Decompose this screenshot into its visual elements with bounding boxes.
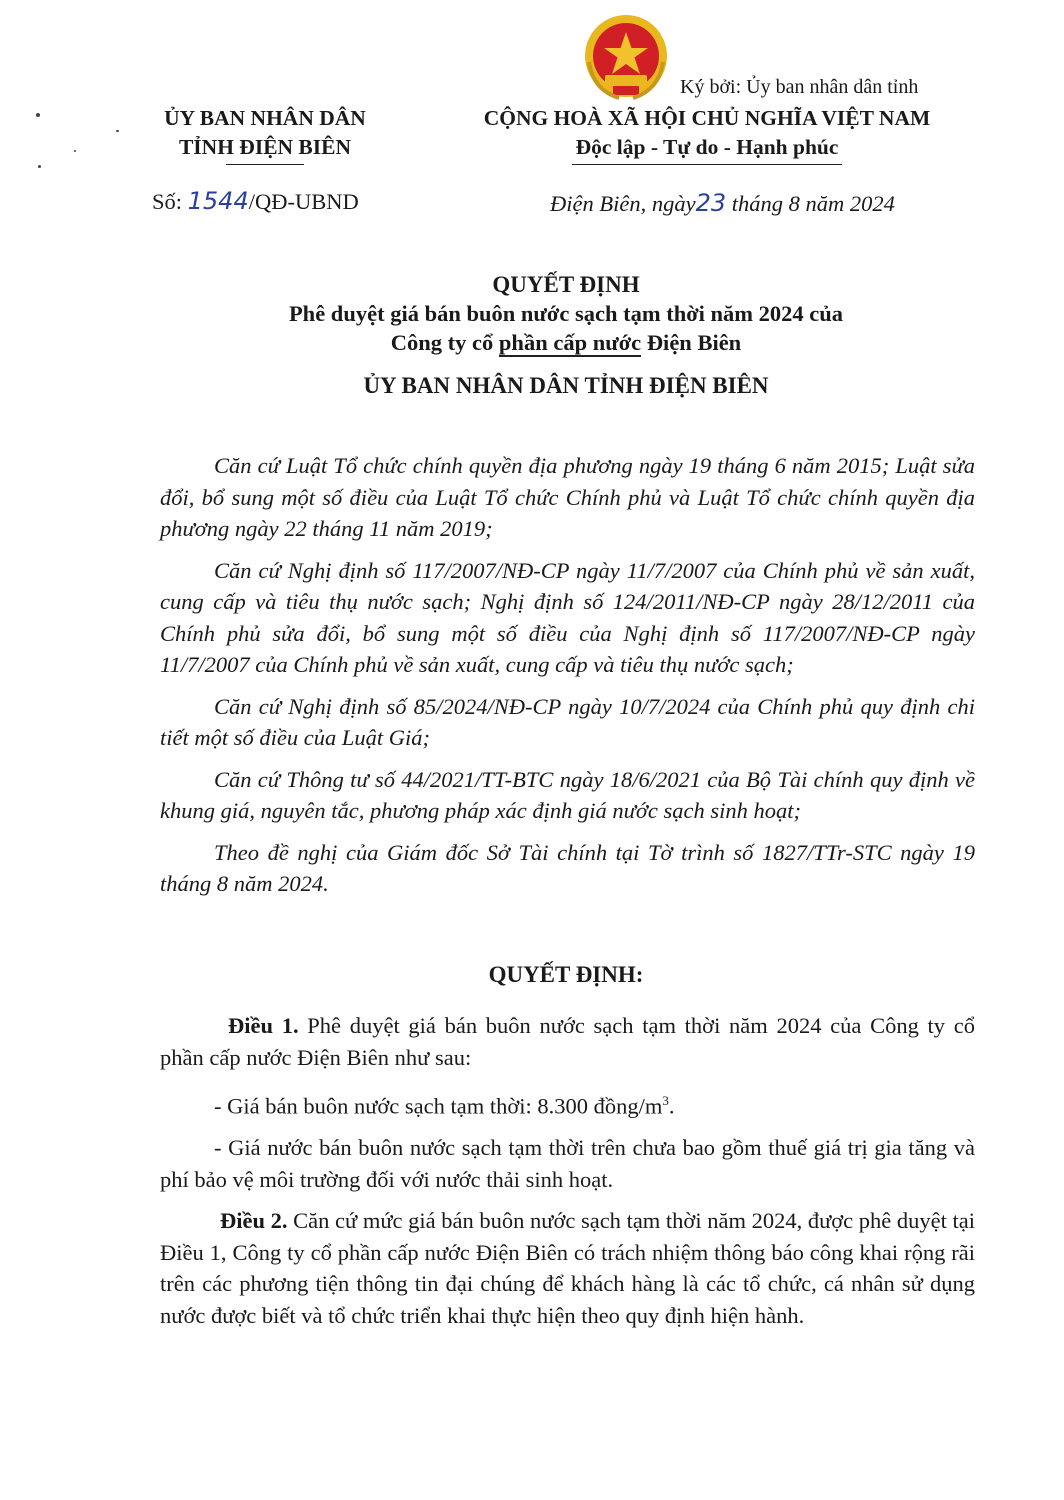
article-1 [160,1010,975,1073]
document-subject-line1: Phê duyệt giá bán buôn nước sạch tạm thời năm 2024 của [288,301,844,326]
document-number-suffix: /QĐ-UBND [248,189,359,214]
article-2 [160,1205,975,1331]
issuing-authority: ỦY BAN NHÂN DÂN TỈNH ĐIỆN BIÊN [363,373,769,398]
price-unit-sup: 3 [662,1093,669,1108]
document-number [152,187,359,215]
scan-speck [74,150,76,152]
scan-speck [36,113,40,117]
article-1-text: Phê duyệt giá bán buôn nước sạch tạm thời năm 2024 của Công ty cổ phần cấp nước Điện Biên như sau: [160,1013,975,1070]
legal-basis-item: Căn cứ Nghị định số 85/2024/NĐ-CP ngày 10/7/2024 của Chính phủ quy định chi tiết một số điều của Luật Giá; [160,693,975,750]
scan-speck [38,165,41,168]
legal-basis-item: Căn cứ Nghị định số 117/2007/NĐ-CP ngày 11/7/2007 của Chính phủ về sản xuất, cung cấp và tiêu thụ nước sạch; Nghị định số 124/2011/NĐ-CP ngày 28/12/2011 của Chính phủ sửa đổi, bổ sung một số điều của Nghị định số 117/2007/NĐ-CP ngày 11/7/2007 của Chính phủ về sản xuất, cung cấp và tiêu thụ nước sạch; [160,557,975,677]
price-end: . [668,1093,675,1119]
agency-name: ỦY BAN NHÂN DÂN [164,106,366,130]
legal-basis-item: Căn cứ Luật Tổ chức chính quyền địa phương ngày 19 tháng 6 năm 2015; Luật sửa đổi, bổ sung một số điều của Luật Tổ chức Chính phủ và Luật Tổ chức chính quyền địa phương ngày 22 tháng 11 năm 2019; [160,453,975,541]
agency-header [140,104,390,165]
legal-basis-item: Theo đề nghị của Giám đốc Sở Tài chính tại Tờ trình số 1827/TTr-STC ngày 19 tháng 8 năm 2024. [160,839,975,896]
national-emblem [583,12,669,102]
document-date [550,189,895,217]
country-name: CỘNG HOÀ XÃ HỘI CHỦ NGHĨA VIỆT NAM [483,106,931,130]
subject-part-a: Công ty cổ [390,330,499,355]
scan-speck [116,130,119,132]
legal-basis-item: Căn cứ Thông tư số 44/2021/TT-BTC ngày 18/6/2021 của Bộ Tài chính quy định về khung giá, nguyên tắc, phương pháp xác định giá nước sạch sinh hoạt; [160,766,975,823]
national-header [452,104,962,165]
article-1-note: - Giá nước bán buôn nước sạch tạm thời trên chưa bao gồm thuế giá trị gia tăng và phí bảo vệ môi trường đối với nước thải sinh hoạt. [160,1135,975,1192]
agency-province: TỈNH ĐIỆN BIÊN [178,135,352,159]
article-1-label: Điều 1. [228,1013,299,1038]
article-1-price [160,1085,975,1122]
legal-bases [160,450,975,900]
decision-heading: QUYẾT ĐỊNH: [488,962,644,987]
document-number-prefix: Số: [152,189,183,214]
date-prefix: Điện Biên, ngày [550,191,696,216]
subject-part-b: Điện Biên [641,330,742,355]
title-block [150,270,982,400]
date-day-handwritten: 23 [695,189,727,217]
emblem-icon [583,12,669,102]
article-2-label: Điều 2. [220,1208,288,1233]
price-text: - Giá bán buôn nước sạch tạm thời: 8.300 đồng/m [214,1093,663,1119]
digital-signature-note: Ký bởi: Ủy ban nhân dân tỉnh [680,76,919,98]
document-subject-line2 [150,328,982,357]
document-type: QUYẾT ĐỊNH [492,272,640,297]
articles [160,1010,975,1331]
article-2-text: Căn cứ mức giá bán buôn nước sạch tạm thời năm 2024, được phê duyệt tại Điều 1, Công ty cổ phần cấp nước Điện Biên có trách nhiệm thông báo công khai rộng rãi trên các phương tiện thông tin đại chúng để khách hàng là các tổ chức, cá nhân sử dụng nước được biết và tổ chức triển khai thực hiện theo quy định hiện hành. [160,1208,976,1328]
national-motto: Độc lập - Tự do - Hạnh phúc [572,133,843,165]
subject-part-underlined: phần cấp nước [498,330,642,355]
document-number-handwritten: 1544 [187,187,249,215]
date-suffix: tháng 8 năm 2024 [731,191,895,216]
agency-underline [226,164,304,165]
